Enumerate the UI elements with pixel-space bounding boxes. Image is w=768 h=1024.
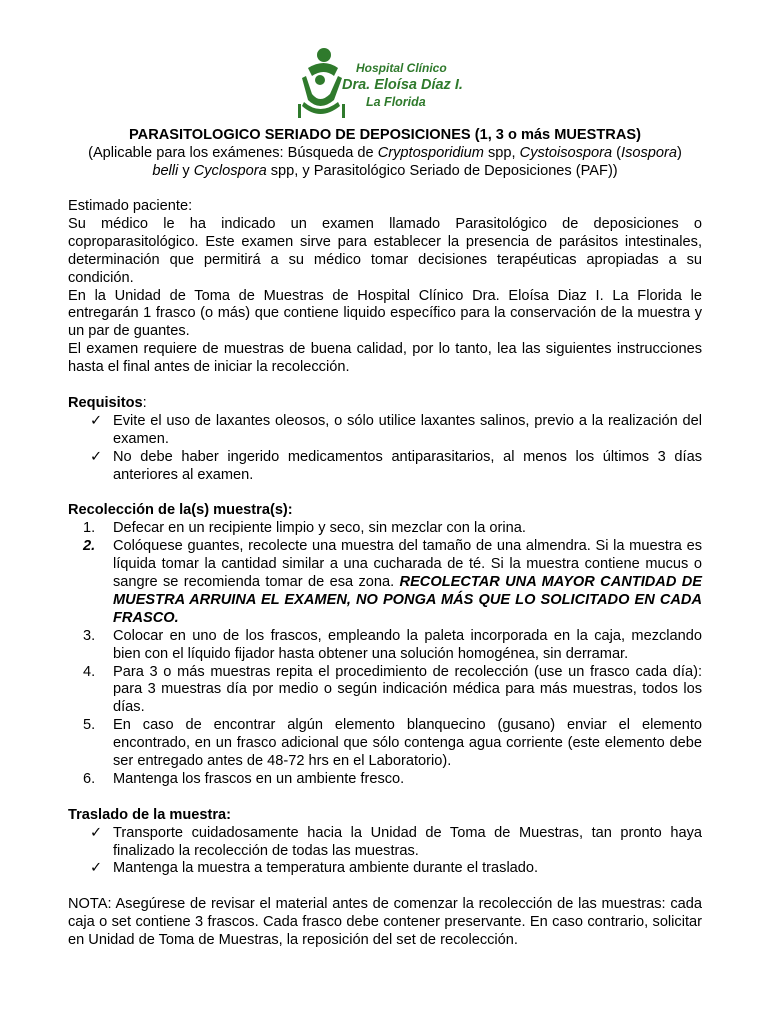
list-item <box>68 860 702 878</box>
subtitle-text: ( <box>612 144 622 161</box>
list-item-text: En caso de encontrar algún elemento blanquecino (gusano) enviar el elemento encontrado, en un frasco adicional que sólo contenga agua corriente (este elemento debe ser entregado antes de 48-72 hrs en el Laboratorio). <box>113 717 702 770</box>
requisitos-heading <box>68 395 702 413</box>
intro-paragraph-2: En la Unidad de Toma de Muestras de Hospital Clínico Dra. Eloísa Diaz I. La Florida le entregarán 1 frasco (o más) que contiene liquido específico para la conservación de la muestra y un par de guantes. <box>68 287 702 340</box>
checkmark-icon: ✓ <box>90 448 103 465</box>
list-item-text: Mantenga los frascos en un ambiente fresco. <box>113 770 405 787</box>
logo-text <box>342 60 463 111</box>
requisitos-heading-text: Requisitos <box>68 394 143 411</box>
checkmark-icon: ✓ <box>90 860 103 877</box>
list-item-text: Transporte cuidadosamente hacia la Unidad de Toma de Muestras, tan pronto haya finalizado la recolección de todas las muestras. <box>113 824 702 859</box>
list-item-text: Defecar en un recipiente limpio y seco, sin mezclar con la orina. <box>113 520 526 537</box>
logo-line-1: Hospital Clínico <box>356 61 447 75</box>
list-item <box>68 664 702 718</box>
subtitle-text: ) <box>677 144 682 161</box>
list-item <box>68 717 702 771</box>
list-item-text: Mantenga la muestra a temperatura ambiente durante el traslado. <box>113 860 539 877</box>
list-item-text: No debe haber ingerido medicamentos antiparasitarios, al menos los últimos 3 días anteriores al examen. <box>113 448 702 483</box>
recoleccion-list <box>68 520 702 789</box>
subtitle-text: spp, <box>483 144 520 161</box>
recoleccion-heading: Recolección de la(s) muestra(s): <box>68 502 293 519</box>
greeting: Estimado paciente: <box>68 198 193 214</box>
subtitle-italic: Cryptosporidium <box>377 144 484 161</box>
list-number: 2. <box>83 538 96 555</box>
list-item <box>68 771 702 789</box>
subtitle-text: spp, y Parasitológico Seriado de Deposiciones (PAF)) <box>266 162 618 179</box>
document-title: PARASITOLOGICO SERIADO DE DEPOSICIONES (1, 3 o más MUESTRAS) <box>129 127 641 143</box>
requisitos-list <box>68 413 702 485</box>
list-item <box>68 413 702 449</box>
subtitle-text: (Aplicable para los exámenes: Búsqueda de <box>88 144 378 161</box>
traslado-list <box>68 825 702 879</box>
intro-paragraph-1: Su médico le ha indicado un examen llamado Parasitológico de deposiciones o coproparasitológico. Este examen sirve para establecer la presencia de parásitos intestinales, determinación que permitirá a su médico tomar decisiones terapéuticas apropiadas a su condición. <box>68 215 702 286</box>
requisitos-heading-colon: : <box>142 394 147 411</box>
list-item-text: Colocar en uno de los frascos, empleando la paleta incorporada en la caja, mezclando bien con el líquido fijador hasta obtener una solución homogénea, sin derramar. <box>113 627 702 662</box>
document-subtitle <box>68 145 702 181</box>
list-item-text: Para 3 o más muestras repita el procedimiento de recolección (use un frasco cada día): para 3 muestras día por medio o según indicación médica para más muestras, todos los días. <box>113 663 702 716</box>
list-number: 6. <box>83 770 96 787</box>
list-number: 3. <box>83 627 96 644</box>
list-item <box>68 628 702 664</box>
list-item-text: Evite el uso de laxantes oleosos, o sólo utilice laxantes salinos, previo a la realización del examen. <box>113 412 702 447</box>
intro-paragraph-3: El examen requiere de muestras de buena calidad, por lo tanto, lea las siguientes instrucciones hasta el final antes de iniciar la recolección. <box>68 341 702 376</box>
warning-text: RECOLECTAR UNA MAYOR CANTIDAD DE MUESTRA ARRUINA EL EXAMEN, NO PONGA MÁS QUE LO SOLICITADO EN CADA FRASCO. <box>113 574 702 626</box>
traslado-heading: Traslado de la muestra: <box>68 806 232 823</box>
list-item <box>68 520 702 538</box>
checkmark-icon: ✓ <box>90 412 103 429</box>
list-item <box>68 825 702 861</box>
hospital-logo <box>298 46 468 118</box>
document-body <box>68 198 702 950</box>
list-number: 4. <box>83 663 96 680</box>
subtitle-italic: Cystoisospora <box>519 144 613 161</box>
subtitle-italic: Cyclospora <box>193 162 267 179</box>
logo-line-3: La Florida <box>366 95 426 109</box>
checkmark-icon: ✓ <box>90 824 103 841</box>
list-number: 5. <box>83 717 96 734</box>
title-block <box>68 127 702 181</box>
subtitle-text: y <box>178 162 194 179</box>
list-item <box>68 538 702 628</box>
subtitle-italic: belli <box>152 162 179 179</box>
list-item-text: Colóquese guantes, recolecte una muestra del tamaño de una almendra. Si la muestra es líquida tomar la cantidad similar a una cucharada de té. Si la muestra contiene mucus o sangre se recomienda tomar de esa zona. <box>113 538 702 590</box>
subtitle-italic: Isospora <box>621 144 678 161</box>
nota-paragraph: NOTA: Asegúrese de revisar el material antes de comenzar la recolección de las muestras: cada caja o set contiene 3 frascos. Cada frasco debe contener preservante. En caso contrario, solicitar en Unidad de Toma de Muestras, la reposición del set de recolección. <box>68 896 702 949</box>
list-item <box>68 449 702 485</box>
logo-line-2: Dra. Eloísa Díaz I. <box>342 77 463 93</box>
list-number: 1. <box>83 520 96 537</box>
